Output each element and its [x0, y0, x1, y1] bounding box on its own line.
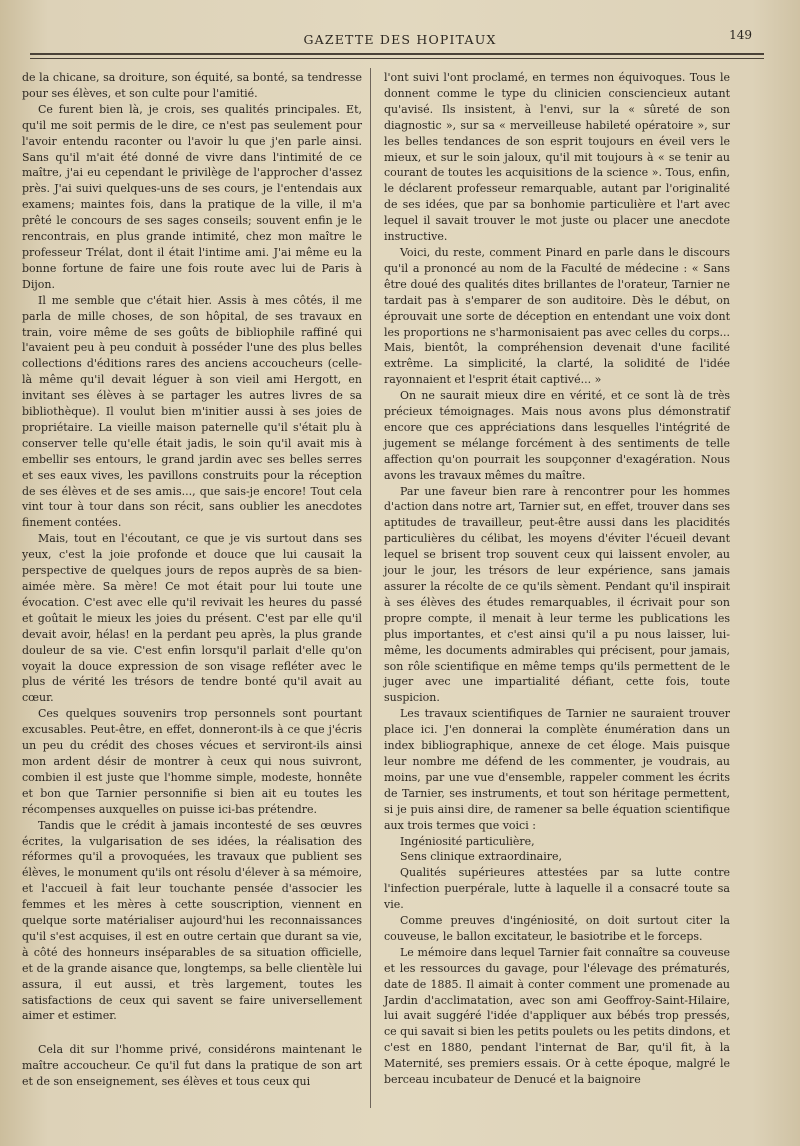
paragraph: Mais, tout en l'écoutant, ce que je vis surtout dans ses yeux, c'est la joie profonde et douce que lui causait la perspective de quelques jours de repos auprès de sa bien-aimée mère. Sa mère! Ce mot était pour lui toute une évocation. C'est avec elle qu'il revivait les heures du passé et goûtait le mieux les joies du présent. C'est par elle qu'il devait avoir, hélas! en la perdant peu après, la plus grande douleur de sa vie. C'est enfin lorsqu'il parlait d'elle qu'on voyait la douce expression de son visage refléter avec le plus de vérité les trésors de tendre bonté qu'il avait au cœur.: [22, 532, 362, 705]
paragraph: Cela dit sur l'homme privé, considérons maintenant le maître accoucheur. Ce qu'il fut dans la pratique de son art et de son enseignement, ses élèves et tous ceux qui: [22, 1043, 362, 1089]
paragraph: On ne saurait mieux dire en vérité, et ce sont là de très précieux témoignages. Mais nous avons plus démonstratif encore que ces appréciations dans lesquelles l'intégrité de jugement se mélange forcément à des sentiments de telle affection qu'on pourrait les soupçonner d'exagération. Nous avons les travaux mêmes du maître.: [384, 389, 730, 482]
paragraph: Tandis que le crédit à jamais incontesté de ses œuvres écrites, la vulgarisation de ses idées, la réalisation des réformes qu'il a provoquées, les travaux que publient ses élèves, le monument qu'ils ont résolu d'élever à sa mémoire, et l'accueil à fait leur touchante pensée d'associer les femmes et les mères à cette souscription, viennent en quelque sorte matérialiser aujourd'hui les reconnaissances qu'il s'est acquises, il est en outre certain que durant sa vie, à côté des honneurs inséparables de sa situation officielle, et de la grande aisance que, longtemps, sa belle clientèle lui assura, il eut aussi, et très largement, toutes les satisfactions de ceux qui savent se faire universellement aimer et estimer.: [22, 818, 362, 1023]
list-item: Qualités supérieures attestées par sa lutte contre l'infection puerpérale, lutte à laquelle il a consacré toute sa vie.: [384, 866, 730, 912]
header-rule-thin: [30, 58, 764, 59]
list-item: Ingéniosité particulière,: [400, 834, 535, 848]
paragraph: Voici, du reste, comment Pinard en parle dans le discours qu'il a prononcé au nom de la Faculté de médecine : « Sans être doué des qualités dites brillantes de l'orateur, Tarnier ne tardait pas à s'emparer de son auditoire. Dès le début, on éprouvait une sorte de déception en entendant une voix dont les proportions ne s'harmonisaient pas avec celles du corps... Mais, bientôt, la compréhension devenait d'une facilité extrême. La simplicité, la clarté, la solidité de l'idée rayonnaient et l'esprit était captivé... »: [384, 245, 730, 387]
page-number: 149: [729, 28, 752, 42]
journal-title: GAZETTE DES HOPITAUX: [303, 32, 497, 47]
right-column: [384, 70, 730, 1088]
paragraph: Il me semble que c'était hier. Assis à mes côtés, il me parla de mille choses, de son hôpital, de ses travaux en train, voire même de ses goûts de bibliophile raffiné qui l'avaient peu à peu conduit à posséder l'une des plus belles collections d'éditions rares des anciens accoucheurs (celle-là même qu'il devait léguer à son vieil ami Hergott, en invitant ses élèves à se partager les autres livres de sa bibliothèque). Il voulut bien m'initier aussi à ses joies de propriétaire. La vieille maison paternelle qu'il s'était plu à conserver telle qu'elle était jadis, le soin qu'il avait mis à embellir ses entours, le grand jardin avec ses belles serres et ses eaux vives, les pavillons construits pour la réception de ses élèves et de ses amis..., que sais-je encore! Tout cela vint tour à tour dans son récit, sans oublier les anecdotes finement contées.: [22, 293, 362, 530]
page-header: [40, 28, 760, 52]
paragraph: Par une faveur bien rare à rencontrer pour les hommes d'action dans notre art, Tarnier sut, en effet, trouver dans ses aptitudes de travailleur, peut-être aussi dans les placidités particulières du célibat, les moyens d'éviter l'écueil devant lequel se brisent trop souvent ceux qui laissent envoler, au jour le jour, les trésors de leur expérience, sans jamais assurer la récolte de ce qu'ils sèment. Pendant qu'il inspirait à ses élèves des études remarquables, il écrivait pour son propre compte, il menait à leur terme les publications les plus importantes, et c'est ainsi qu'il a pu nous laisser, lui-même, les documents admirables qui précisent, pour jamais, son rôle scientifique en même temps qu'ils permettent de le juger avec une impartialité défiant, cette fois, toute suspicion.: [384, 484, 730, 705]
paragraph: Comme preuves d'ingéniosité, on doit surtout citer la couveuse, le ballon excitateur, le basiotribe et le forceps.: [384, 914, 730, 943]
list-item: Sens clinique extraordinaire,: [400, 850, 563, 864]
paragraph: l'ont suivi l'ont proclamé, en termes non équivoques. Tous le donnent comme le type du clinicien consciencieux autant qu'avisé. Ils insistent, à l'envi, sur la « sûreté de son diagnostic », sur sa « merveilleuse habileté opératoire », sur les belles tendances de son esprit toujours en éveil vers le mieux, et sur le soin jaloux, qu'il mit toujours à « se tenir au courant de toutes les acquisitions de la science ». Tous, enfin, le déclarent professeur remarquable, autant par l'originalité de ses idées, que par sa bonhomie particulière et l'art avec lequel il savait trouver le mot juste ou placer une anecdote instructive.: [384, 71, 730, 244]
paragraph: Ces quelques souvenirs trop personnels sont pourtant excusables. Peut-être, en effet, donneront-ils à ce que j'écris un peu du crédit des choses vécues et serviront-ils ainsi mon ardent désir de montrer à ceux qui nous suivront, combien il est juste que l'homme simple, modeste, honnête et bon que Tarnier personnifie si bien ait eu toutes les récompenses auxquelles on puisse ici-bas prétendre.: [22, 707, 362, 816]
paragraph: Ce furent bien là, je crois, ses qualités principales. Et, qu'il me soit permis de le dire, ce n'est pas seulement pour l'avoir entendu raconter ou l'avoir lu que j'en parle ainsi. Sans qu'il m'ait été donné de vivre dans l'intimité de ce maître, j'ai eu cependant le privilège de l'approcher d'assez près. J'ai suivi quelques-uns de ses cours, je l'entendais aux examens; maintes fois, dans la pratique de la ville, il m'a prêté le concours de ses sages conseils; souvent enfin je le rencontrais, en plus grande intimité, chez mon maître le professeur Trélat, dont il était l'intime ami. J'ai même eu la bonne fortune de faire une fois route avec lui de Paris à Dijon.: [22, 102, 362, 291]
column-divider: [370, 68, 371, 1108]
header-rule-thick: [30, 53, 764, 55]
paragraph: de la chicane, sa droiture, son équité, sa bonté, sa tendresse pour ses élèves, et son culte pour l'amitié.: [22, 71, 362, 100]
paragraph: Les travaux scientifiques de Tarnier ne sauraient trouver place ici. J'en donnerai la complète énumération dans un index bibliographique, annexe de cet éloge. Mais puisque leur nombre me défend de les commenter, je voudrais, au moins, par une vue d'ensemble, rappeler comment les écrits de Tarnier, ses instruments, et tout son héritage permettent, si je puis ainsi dire, de ramener sa belle équation scientifique aux trois termes que voici :: [384, 707, 730, 832]
left-column: [22, 70, 362, 1090]
paragraph: Le mémoire dans lequel Tarnier fait connaître sa couveuse et les ressources du gavage, pour l'élevage des prématurés, date de 1885. Il aimait à conter comment une promenade au Jardin d'acclimatation, avec son ami Geoffroy-Saint-Hilaire, lui avait suggéré l'idée d'appliquer aux bébés trop pressés, ce qui savait si bien les petits poulets ou les petits dindons, et c'est en 1880, pendant l'internat de Bar, qu'il fit, à la Maternité, ses premiers essais. Or à cette époque, malgré le berceau incubateur de Denucé et la baignoire: [384, 945, 730, 1087]
